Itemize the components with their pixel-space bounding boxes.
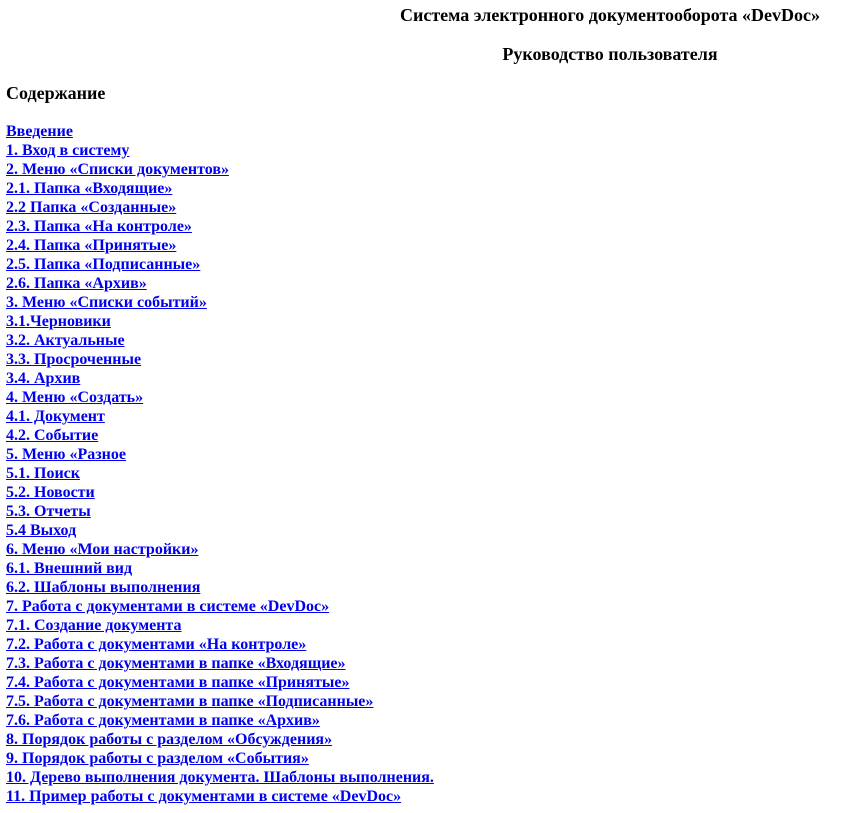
toc-link[interactable]: 6.1. Внешний вид	[6, 560, 133, 577]
toc-link[interactable]: 7.1. Создание документа	[6, 617, 182, 634]
toc-link[interactable]: 4. Меню «Создать»	[6, 389, 144, 406]
toc-link[interactable]: 3.4. Архив	[6, 370, 81, 387]
toc-link[interactable]: 4.2. Событие	[6, 427, 99, 444]
toc-link[interactable]: 2.4. Папка «Принятые»	[6, 237, 177, 254]
toc-link[interactable]: 3.3. Просроченные	[6, 351, 142, 368]
toc-link[interactable]: 2. Меню «Списки документов»	[6, 161, 229, 178]
toc-link[interactable]: 5.3. Отчеты	[6, 503, 91, 520]
toc-link[interactable]: 2.6. Папка «Архив»	[6, 275, 147, 292]
toc-link[interactable]: 5.2. Новости	[6, 484, 95, 501]
toc-link[interactable]: 10. Дерево выполнения документа. Шаблоны выполнения.	[6, 769, 434, 786]
toc-list	[6, 122, 843, 806]
toc-link[interactable]: 5.1. Поиск	[6, 465, 80, 482]
toc-link[interactable]: 7.5. Работа с документами в папке «Подписанные»	[6, 693, 374, 710]
toc-link[interactable]: 9. Порядок работы с разделом «События»	[6, 750, 309, 767]
page-title: Система электронного документооборота «DevDoc»	[399, 5, 821, 25]
contents-heading: Содержание	[6, 83, 106, 103]
toc-link[interactable]: 3. Меню «Списки событий»	[6, 294, 207, 311]
toc-link[interactable]: Введение	[6, 123, 73, 140]
toc-link[interactable]: 5.4 Выход	[6, 522, 77, 539]
toc-link[interactable]: 11. Пример работы с документами в системе «DevDoc»	[6, 788, 402, 805]
toc-link[interactable]: 2.3. Папка «На контроле»	[6, 218, 192, 235]
toc-link[interactable]: 1. Вход в систему	[6, 142, 130, 159]
toc-link[interactable]: 7.3. Работа с документами в папке «Входящие»	[6, 655, 346, 672]
toc-link[interactable]: 3.2. Актуальные	[6, 332, 125, 349]
toc-link[interactable]: 6. Меню «Мои настройки»	[6, 541, 199, 558]
toc-link[interactable]: 7.2. Работа с документами «На контроле»	[6, 636, 307, 653]
toc-link[interactable]: 6.2. Шаблоны выполнения	[6, 579, 201, 596]
toc-link[interactable]: 7. Работа с документами в системе «DevDoc»	[6, 598, 330, 615]
toc-link[interactable]: 7.6. Работа с документами в папке «Архив»	[6, 712, 320, 729]
page-subtitle: Руководство пользователя	[502, 44, 718, 64]
toc-link[interactable]: 2.2 Папка «Созданные»	[6, 199, 177, 216]
toc-link[interactable]: 7.4. Работа с документами в папке «Принятые»	[6, 674, 350, 691]
toc-link[interactable]: 2.5. Папка «Подписанные»	[6, 256, 201, 273]
toc-link[interactable]: 8. Порядок работы с разделом «Обсуждения»	[6, 731, 333, 748]
toc-link[interactable]: 3.1.Черновики	[6, 313, 111, 330]
toc-link[interactable]: 2.1. Папка «Входящие»	[6, 180, 173, 197]
toc-link[interactable]: 4.1. Документ	[6, 408, 105, 425]
toc-link[interactable]: 5. Меню «Разное	[6, 446, 126, 463]
